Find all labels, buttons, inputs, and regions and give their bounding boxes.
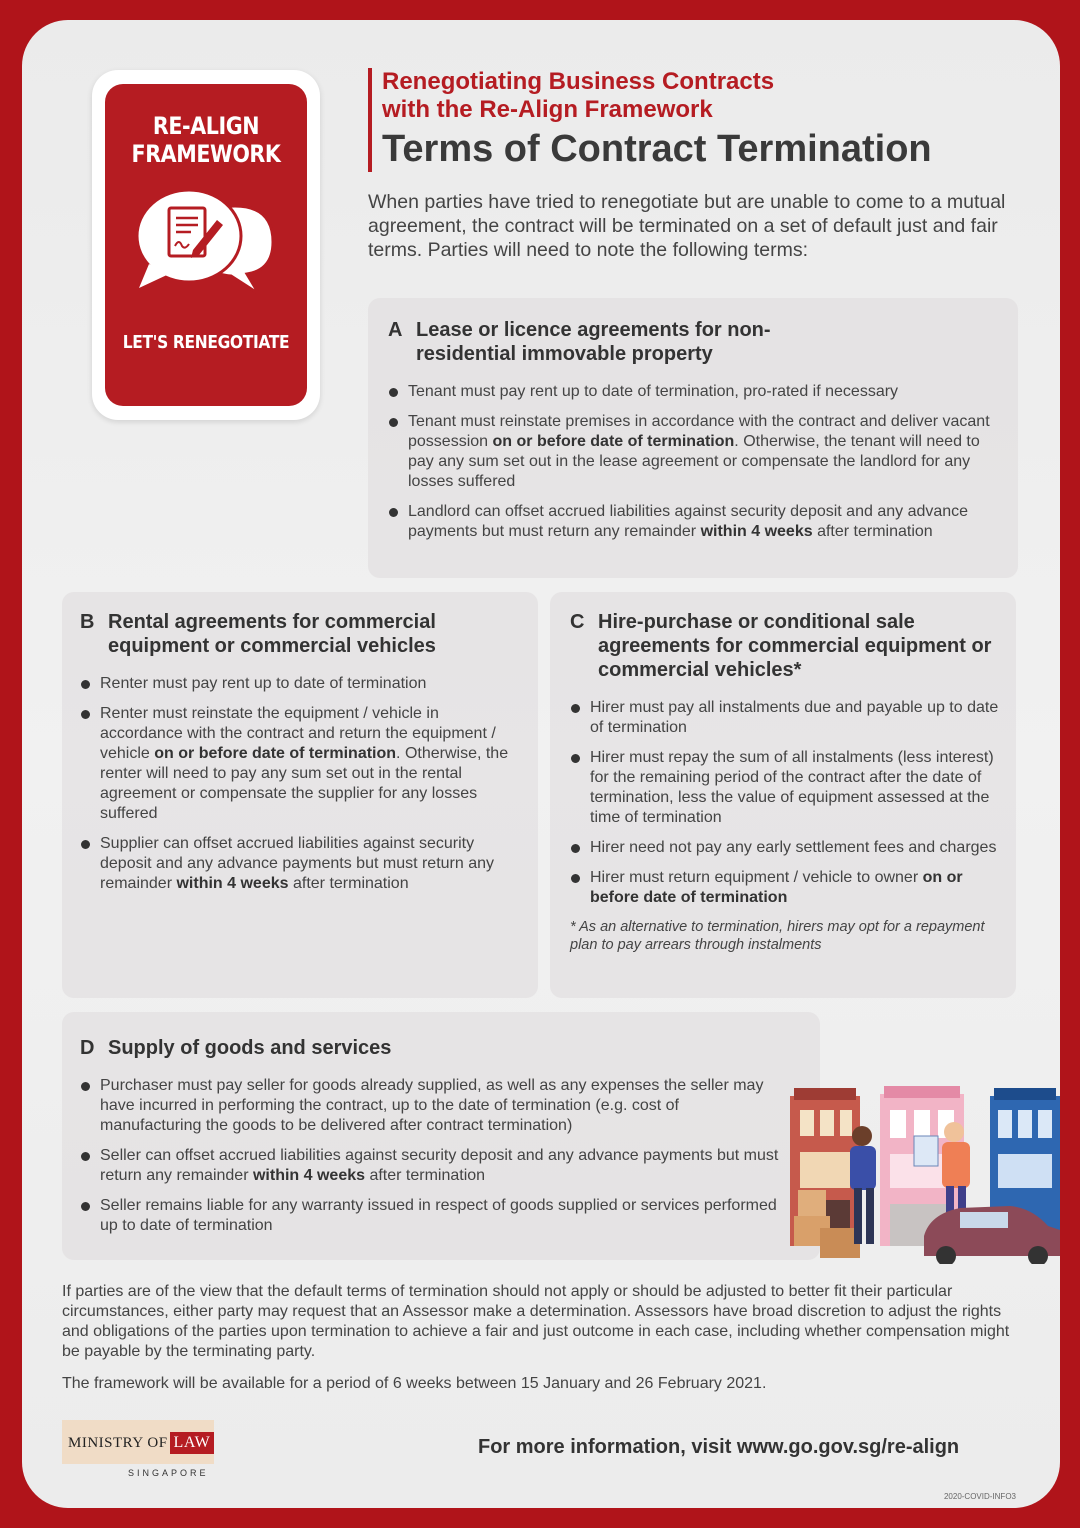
section-title: Lease or licence agreements for non-residential immovable property bbox=[416, 319, 771, 365]
badge-panel bbox=[105, 84, 307, 406]
list-item: Tenant must pay rent up to date of termination, pro-rated if necessary bbox=[388, 382, 998, 402]
list-item: Tenant must reinstate premises in accordance with the contract and deliver vacant possession on or before date of termination. Otherwise, the tenant will need to pay any sum set out in the lease agreement or compensate the landlord for any losses suffered bbox=[388, 412, 998, 492]
list-item: Hirer need not pay any early settlement fees and charges bbox=[570, 838, 1000, 858]
section-letter: D bbox=[80, 1037, 95, 1059]
header bbox=[368, 68, 1028, 172]
list-item: Purchaser must pay seller for goods already supplied, as well as any expenses the seller may have incurred in performing the contract, up to the date of termination (e.g. cost of manufacturing the goods to be delivered after contract termination) bbox=[80, 1076, 780, 1136]
footer-paragraphs bbox=[62, 1282, 1022, 1406]
section-a-card bbox=[368, 298, 1018, 578]
section-c-list bbox=[570, 698, 1000, 908]
intro-paragraph: When parties have tried to renegotiate but are unable to come to a mutual agreement, the contract will be terminated on a set of default just and fair terms. Parties will need to note the following terms: bbox=[368, 191, 1006, 261]
list-item: Hirer must pay all instalments due and payable up to date of termination bbox=[570, 698, 1000, 738]
section-title: Supply of goods and services bbox=[108, 1037, 392, 1059]
section-letter: B bbox=[80, 611, 95, 633]
badge-subtitle: LET'S RENEGOTIATE bbox=[122, 332, 290, 353]
infographic-sheet bbox=[22, 20, 1060, 1508]
section-c-footnote: * As an alternative to termination, hirers may opt for a repayment plan to pay arrears through instalments bbox=[570, 919, 985, 953]
section-b-card bbox=[62, 592, 538, 998]
list-item: Hirer must return equipment / vehicle to owner on or before date of termination bbox=[570, 868, 1000, 908]
more-info-link[interactable]: For more information, visit www.go.gov.sg/re-align bbox=[478, 1436, 960, 1458]
document-code: 2020-COVID-INFO3 bbox=[943, 1492, 1016, 1501]
header-subtitle: Renegotiating Business Contracts with the Re-Align Framework bbox=[382, 68, 775, 123]
list-item: Seller can offset accrued liabilities against security deposit and any advance payments but must return any remainder within 4 weeks after termination bbox=[80, 1146, 780, 1186]
section-letter: C bbox=[570, 611, 585, 633]
ministry-of-law-logo: MINISTRY OF LAW SINGAPORE bbox=[62, 1420, 218, 1480]
list-item: Supplier can offset accrued liabilities against security deposit and any advance payments but must return any remainder within 4 weeks after termination bbox=[80, 834, 520, 894]
section-a-list bbox=[388, 382, 998, 542]
section-c-heading bbox=[570, 610, 1000, 682]
shophouse-illustration bbox=[770, 1080, 1060, 1264]
section-d-card bbox=[62, 1012, 820, 1260]
section-d-heading bbox=[80, 1036, 802, 1060]
section-b-heading bbox=[80, 610, 520, 658]
badge-title: RE-ALIGN FRAMEWORK bbox=[131, 112, 281, 168]
section-c-card bbox=[550, 592, 1016, 998]
list-item: Landlord can offset accrued liabilities against security deposit and any advance payments but must return any remainder within 4 weeks after termination bbox=[388, 502, 998, 542]
page-title: Terms of Contract Termination bbox=[382, 128, 932, 170]
section-letter: A bbox=[388, 319, 403, 341]
contract-chat-bubble-icon bbox=[135, 184, 277, 304]
list-item: Renter must pay rent up to date of termination bbox=[80, 674, 520, 694]
section-d-list bbox=[80, 1076, 780, 1236]
list-item: Hirer must repay the sum of all instalments (less interest) for the remaining period of the contract after the date of termination, less the value of equipment assessed at the time of termination bbox=[570, 748, 1000, 828]
re-align-badge bbox=[92, 70, 320, 420]
list-item: Renter must reinstate the equipment / vehicle in accordance with the contract and return the equipment / vehicle on or before date of termination. Otherwise, the renter will need to pay any sum set out in the rental agreement or compensate the supplier for any losses suffered bbox=[80, 704, 520, 824]
availability-paragraph: The framework will be available for a period of 6 weeks between 15 January and 26 February 2021. bbox=[62, 1375, 767, 1392]
section-title: Rental agreements for commercial equipment or commercial vehicles bbox=[108, 611, 436, 657]
section-a-heading bbox=[388, 318, 998, 366]
section-title: Hire-purchase or conditional sale agreements for commercial equipment or commercial vehicles* bbox=[598, 611, 992, 681]
list-item: Seller remains liable for any warranty issued in respect of goods supplied or services performed up to date of termination bbox=[80, 1196, 780, 1236]
assessor-paragraph: If parties are of the view that the default terms of termination should not apply or should be adjusted to better fit their particular circumstances, either party may request that an Assessor make a determination. Assessors have broad discretion to adjust the rights and obligations of the parties upon termination to achieve a fair and just outcome in each case, including whether compensation might be payable by the terminating party. bbox=[62, 1283, 1010, 1360]
section-b-list bbox=[80, 674, 520, 894]
